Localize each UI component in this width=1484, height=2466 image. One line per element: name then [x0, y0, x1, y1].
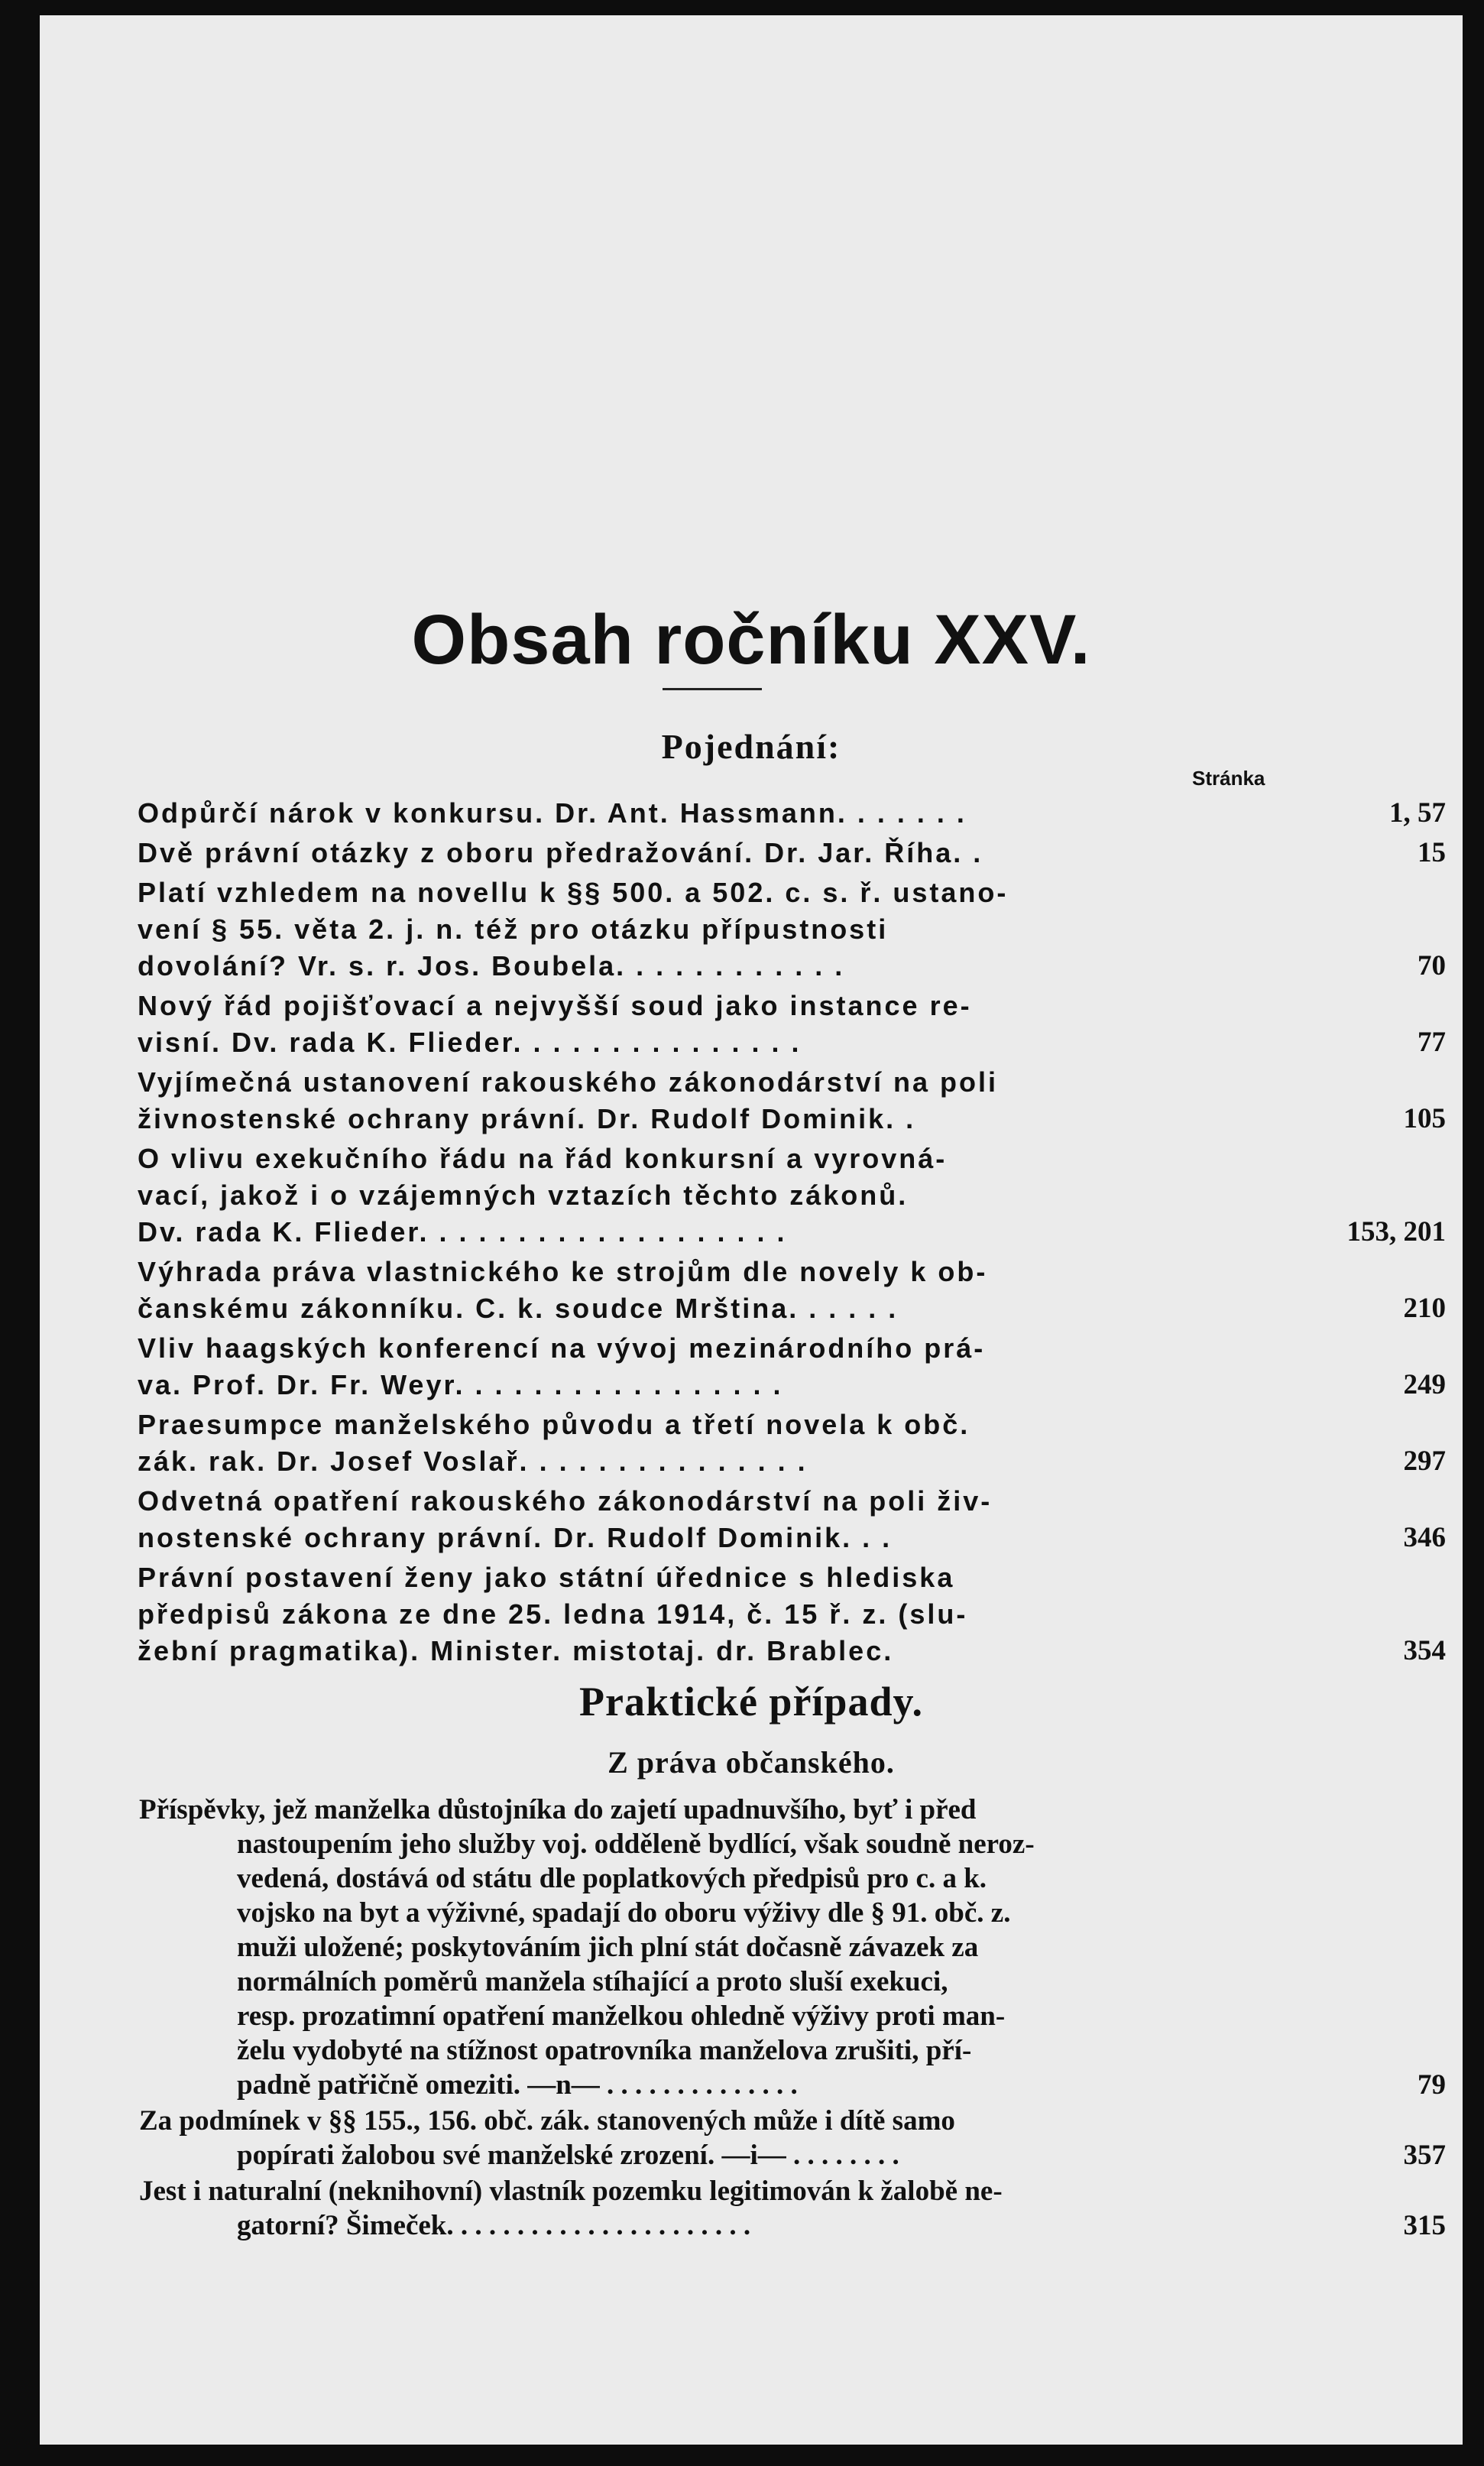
toc-entry-line [138, 1443, 1330, 1480]
toc-entry-text: Odvetná opatření rakouského zákonodárství na poli živ- [138, 1485, 993, 1517]
toc-entry-line [139, 1861, 1331, 1896]
toc-entry-text: Platí vzhledem na novellu k §§ 500. a 502. c. s. ř. ustano- [138, 877, 1009, 908]
toc-entry-line [139, 1793, 1331, 1827]
toc-entry-text: vojsko na byt a výživné, spadají do oboru výživy dle § 91. obč. z. [237, 1897, 1011, 1929]
toc-entry-line [138, 948, 1330, 985]
toc-entry-line [138, 1024, 1330, 1061]
toc-entry [138, 1330, 1446, 1403]
toc-page-number: 357 [1403, 2140, 1446, 2171]
toc-entry-line [138, 911, 1330, 948]
toc-entry-line [138, 1483, 1330, 1520]
toc-entry-text: Výhrada práva vlastnického ke strojům dle novely k ob- [138, 1256, 988, 1287]
toc-entry [138, 795, 1446, 832]
toc-entry-text: Vyjímečná ustanovení rakouského zákonodárství na poli [138, 1066, 998, 1098]
toc-entry-line [138, 988, 1330, 1024]
toc-entry-text: vedená, dostává od státu dle poplatkových předpisů pro c. a k. [237, 1863, 987, 1894]
toc-entry-line [139, 2138, 1331, 2172]
toc-entry-text: žební pragmatika). Minister. mistotaj. dr. Brablec. [138, 1635, 894, 1666]
toc-entry [138, 1483, 1446, 1556]
toc-entry [138, 988, 1446, 1061]
toc-entry-text: nastoupením jeho služby voj. odděleně bydlící, však soudně neroz- [237, 1828, 1035, 1860]
toc-entry-line [138, 1633, 1330, 1669]
toc-entry-text: předpisů zákona ze dne 25. ledna 1914, č. 15 ř. z. (slu- [138, 1598, 968, 1630]
toc-page-number: 79 [1418, 2069, 1446, 2101]
toc-entry-text: vení § 55. věta 2. j. n. též pro otázku přípustnosti [138, 913, 889, 945]
toc-entry-text: vací, jakož i o vzájemných vztazích těchto zákonů. [138, 1179, 909, 1211]
toc-entry-line [139, 2208, 1331, 2243]
toc-entry-line [139, 2174, 1331, 2208]
toc-entry-text: gatorní? Šimeček. . . . . . . . . . . . . . . . . . . . . . [237, 2210, 751, 2241]
toc-entry-line [138, 1214, 1330, 1251]
toc-entry-line [138, 874, 1330, 911]
toc-entry [138, 1407, 1446, 1480]
toc-page-number: 1, 57 [1389, 797, 1446, 829]
toc-entry-line [138, 1101, 1330, 1137]
toc-page-number: 15 [1418, 837, 1446, 868]
toc-entry-line [138, 1141, 1330, 1177]
toc-entry-line [138, 1290, 1330, 1327]
section-heading-prakticke: Praktické případy. [578, 1679, 924, 1725]
toc-entry-text: popírati žalobou své manželské zrození. —i— . . . . . . . . [237, 2140, 899, 2171]
toc-entry-text: Dvě právní otázky z oboru předražování. Dr. Jar. Říha. . [138, 837, 983, 868]
toc-page-number: 249 [1403, 1369, 1446, 1400]
toc-entry [138, 835, 1446, 871]
toc-entry-text: O vlivu exekučního řádu na řád konkursní a vyrovná- [138, 1143, 948, 1174]
toc-page-number: 210 [1403, 1293, 1446, 1324]
toc-entry-text: Vliv haagských konferencí na vývoj mezinárodního prá- [138, 1332, 986, 1364]
subsection-heading: Z práva občanského. [608, 1745, 895, 1780]
toc-page-number: 346 [1403, 1522, 1446, 1553]
toc-entry-line [138, 835, 1330, 871]
toc-entry-text: nostenské ochrany právní. Dr. Rudolf Dominik. . . [138, 1522, 893, 1553]
toc-entry [138, 1559, 1446, 1669]
toc-entry-text: Odpůrčí nárok v konkursu. Dr. Ant. Hassmann. . . . . . . [138, 797, 967, 829]
toc-entry [138, 874, 1446, 985]
toc-entry-text: muži uložené; poskytováním jich plní stát dočasně závazek za [237, 1932, 979, 1963]
toc-entry-line [138, 1254, 1330, 1290]
toc-entry [138, 1141, 1446, 1251]
toc-entry-line [138, 1407, 1330, 1443]
toc-entry-text: va. Prof. Dr. Fr. Weyr. . . . . . . . . . . . . . . . . [138, 1369, 783, 1400]
toc-entry-line [138, 1330, 1330, 1367]
toc-entry [139, 2104, 1446, 2172]
toc-entry-line [139, 1965, 1331, 1999]
toc-entry-line [138, 1064, 1330, 1101]
toc-entry-line [138, 795, 1330, 832]
toc-entry-line [138, 1596, 1330, 1633]
toc-entry-line [139, 1999, 1331, 2033]
toc-entry-line [139, 1827, 1331, 1861]
toc-page-number: 105 [1403, 1103, 1446, 1134]
title-rule [663, 688, 762, 690]
toc-entry-line [138, 1367, 1330, 1403]
toc-page-number: 70 [1418, 950, 1446, 982]
toc-entry-text: Právní postavení ženy jako státní úřednice s hlediska [138, 1562, 955, 1593]
toc-entry [139, 2174, 1446, 2243]
toc-entry-line [139, 2033, 1331, 2068]
toc-entry-line [139, 2104, 1331, 2138]
toc-entry-text: Jest i naturalní (neknihovní) vlastník pozemku legitimován k žalobě ne- [139, 2176, 1003, 2207]
toc-entry-text: visní. Dv. rada K. Flieder. . . . . . . . . . . . . . . [138, 1027, 802, 1058]
toc-entry-text: zák. rak. Dr. Josef Voslař. . . . . . . . . . . . . . . [138, 1446, 808, 1477]
toc-entry-text: Praesumpce manželského původu a třetí novela k obč. [138, 1409, 970, 1440]
toc-entry-text: Příspěvky, jež manželka důstojníka do zajetí upadnuvšího, byť i před [139, 1794, 977, 1825]
toc-entry-text: Nový řád pojišťovací a nejvyšší soud jako instance re- [138, 990, 972, 1021]
book-page [40, 15, 1463, 2445]
toc-entry-text: resp. prozatimní opatření manželkou ohledně výživy proti man- [237, 2000, 1006, 2032]
toc-page-number: 297 [1403, 1446, 1446, 1477]
toc-entry-line [138, 1177, 1330, 1214]
toc-entry-text: padně patřičně omeziti. —n— . . . . . . . . . . . . . . [237, 2069, 798, 2101]
toc-page-number: 354 [1403, 1635, 1446, 1666]
section-heading-pojednani: Pojednání: [661, 727, 841, 766]
toc-page-number: 153, 201 [1346, 1216, 1446, 1248]
page-column-label: Stránka [1192, 767, 1265, 790]
toc-entry [138, 1064, 1446, 1137]
toc-entry-line [138, 1559, 1330, 1596]
toc-page-number: 77 [1418, 1027, 1446, 1058]
toc-entry-text: normálních poměrů manžela stíhající a proto sluší exekuci, [237, 1966, 948, 1997]
toc-entry [139, 1793, 1446, 2102]
toc-entry-text: dovolání? Vr. s. r. Jos. Boubela. . . . . . . . . . . . [138, 950, 845, 982]
toc-entry-text: čanskému zákonníku. C. k. soudce Mrština. . . . . . [138, 1293, 899, 1324]
toc-page-number: 315 [1403, 2210, 1446, 2241]
toc-entry [138, 1254, 1446, 1327]
page-title: Obsah ročníku XXV. [411, 601, 1091, 679]
toc-entry-text: Dv. rada K. Flieder. . . . . . . . . . . . . . . . . . . [138, 1216, 787, 1248]
toc-entry-text: živnostenské ochrany právní. Dr. Rudolf Dominik. . [138, 1103, 916, 1134]
toc-entry-text: Za podmínek v §§ 155., 156. obč. zák. stanovených může i dítě samo [139, 2105, 955, 2137]
toc-entry-line [139, 1896, 1331, 1930]
toc-entry-line [139, 2068, 1331, 2102]
toc-entry-text: želu vydobyté na stížnost opatrovníka manželova zrušiti, pří- [237, 2035, 972, 2066]
toc-entry-line [139, 1930, 1331, 1965]
toc-entry-line [138, 1520, 1330, 1556]
